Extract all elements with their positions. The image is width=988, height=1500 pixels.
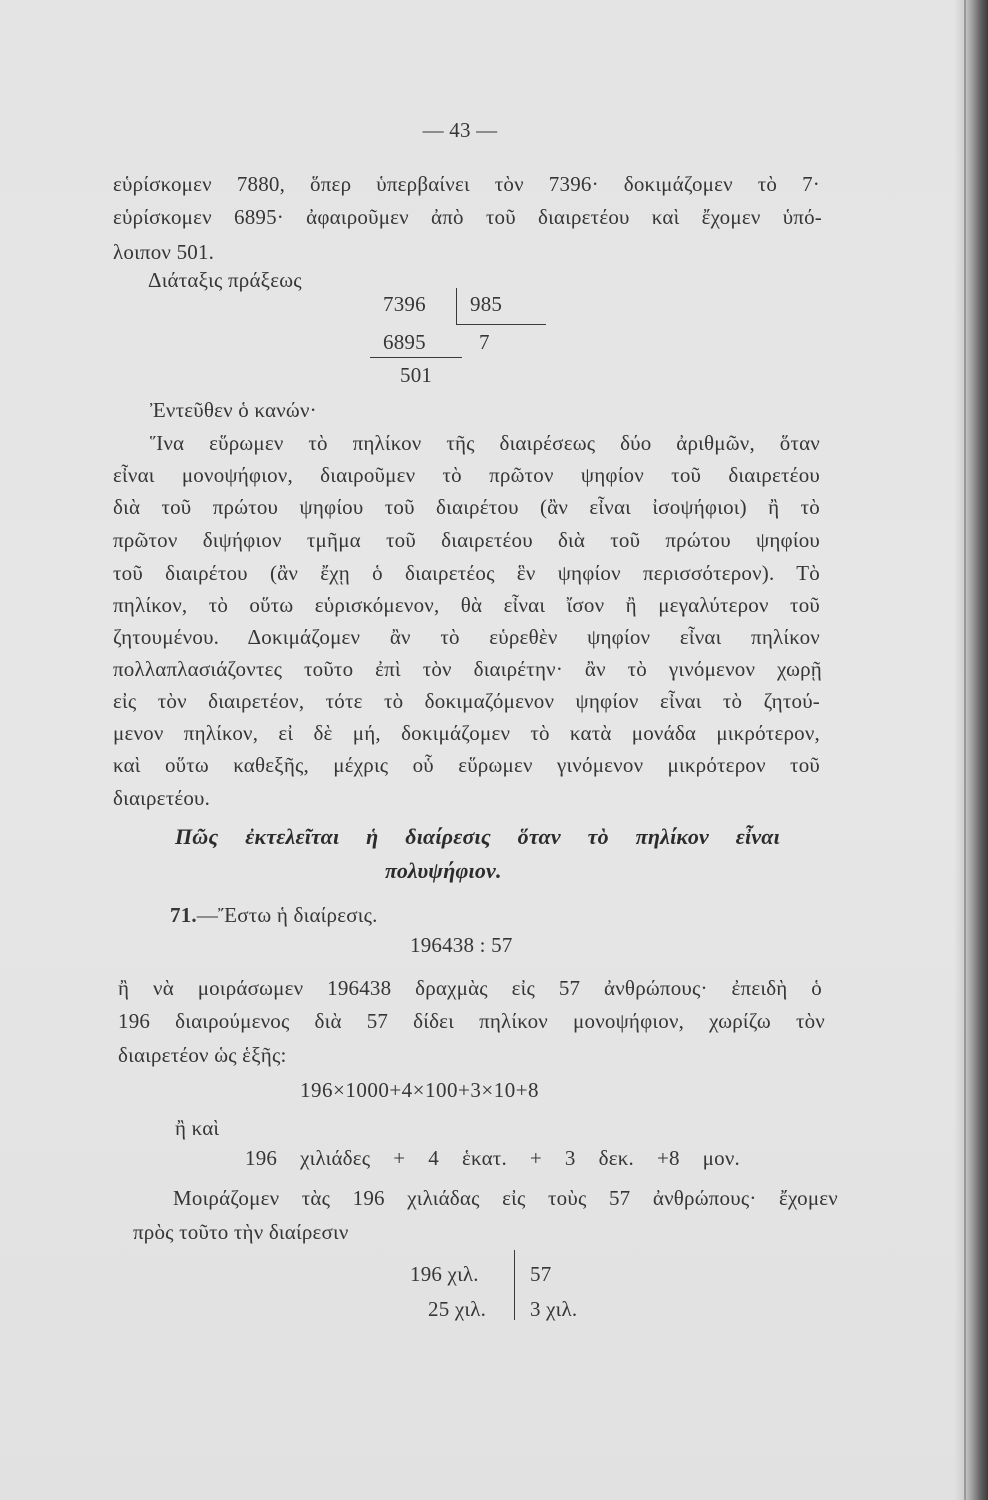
- scan-page-edge: [954, 0, 988, 1500]
- rule-line: τοῦ διαιρέτου (ἂν ἔχῃ ὁ διαιρετέος ἓν ψηφίον περισσότερον). Τὸ: [113, 561, 820, 585]
- rule-line: μενον πηλίκον, εἰ δὲ μή, δοκιμάζομεν τὸ κατὰ μονάδα μικρότερον,: [113, 721, 820, 745]
- example-line: ἢ νὰ μοιράσωμεν 196438 δραχμὰς εἰς 57 ἀνθρώπους· ἐπειδὴ ὁ: [118, 976, 822, 1000]
- division1-divisor: 985: [470, 292, 503, 316]
- division1-quotient-rule: [456, 324, 546, 325]
- arrangement-label: Διάταξις πράξεως: [148, 268, 302, 292]
- rule-line: διὰ τοῦ πρώτου ψηφίου τοῦ διαιρέτου (ἂν εἶναι ἰσοψήφιοι) ἢ τὸ: [113, 495, 820, 519]
- or-label: ἢ καὶ: [175, 1116, 220, 1140]
- division2-vertical-rule: [514, 1250, 515, 1320]
- example-line: 196 διαιρούμενος διὰ 57 δίδει πηλίκον μονοψήφιον, χωρίζω τὸν: [118, 1009, 825, 1033]
- decomposition-expression: 196×1000+4×100+3×10+8: [300, 1078, 540, 1102]
- rule-line: ζητουμένου. Δοκιμάζομεν ἂν τὸ εὑρεθὲν ψηφίον εἶναι πηλίκον: [113, 625, 820, 649]
- division1-product: 6895: [383, 330, 426, 354]
- rule-heading: Ἐντεῦθεν ὁ κανών·: [150, 398, 317, 422]
- rule-line: Ἵνα εὕρωμεν τὸ πηλίκον τῆς διαιρέσεως δύο ἀριθμῶν, ὅταν: [150, 431, 820, 455]
- division2-divisor: 57: [530, 1262, 552, 1286]
- division2-dividend: 196 χιλ.: [410, 1262, 479, 1286]
- section-heading: Πῶς ἐκτελεῖται ἡ διαίρεσις ὅταν τὸ πηλίκον εἶναι: [175, 824, 780, 849]
- rule-line: εἶναι μονοψήφιον, διαιροῦμεν τὸ πρῶτον ψηφίον τοῦ διαιρετέου: [113, 463, 820, 487]
- division2-remainder: 25 χιλ.: [428, 1297, 487, 1321]
- rule-line: πρῶτον διψήφιον τμῆμα τοῦ διαιρετέου διὰ τοῦ πρώτου ψηφίου: [113, 528, 820, 552]
- distribute-line: πρὸς τοῦτο τὴν διαίρεσιν: [133, 1220, 349, 1244]
- example-line: διαιρετέον ὡς ἑξῆς:: [118, 1043, 287, 1067]
- example-number: 71.: [170, 903, 197, 927]
- example-expression: 196438 : 57: [410, 933, 513, 957]
- distribute-line: Μοιράζομεν τὰς 196 χιλιάδας εἰς τοὺς 57 ἀνθρώπους· ἔχομεν: [173, 1186, 838, 1210]
- example-intro-text: —Ἔστω ἡ διαίρεσις.: [196, 903, 378, 927]
- division1-subtraction-rule: [370, 357, 462, 358]
- division1-dividend: 7396: [383, 292, 426, 316]
- rule-line: εἰς τὸν διαιρετέον, τότε τὸ δοκιμαζόμενον ψηφίον εἶναι τὸ ζητού-: [113, 689, 820, 713]
- decomposition-words: 196 χιλιάδες + 4 ἑκατ. + 3 δεκ. +8 μον.: [245, 1146, 740, 1170]
- section-heading: πολυψήφιον.: [385, 858, 502, 883]
- rule-line: καὶ οὕτω καθεξῆς, μέχρις οὗ εὕρωμεν γινόμενον μικρότερον τοῦ: [113, 753, 820, 777]
- example-intro: [170, 903, 378, 927]
- intro-line: εὑρίσκομεν 7880, ὅπερ ὑπερβαίνει τὸν 7396· δοκιμάζομεν τὸ 7·: [113, 172, 820, 196]
- intro-line: εὑρίσκομεν 6895· ἀφαιροῦμεν ἀπὸ τοῦ διαιρετέου καὶ ἔχομεν ὑπό-: [113, 205, 822, 229]
- division2-quotient: 3 χιλ.: [530, 1297, 578, 1321]
- intro-line: λοιπον 501.: [113, 240, 215, 264]
- scan-edge-line: [964, 0, 966, 1500]
- rule-line: διαιρετέου.: [113, 786, 211, 810]
- rule-line: πηλίκον, τὸ οὕτω εὑρισκόμενον, θὰ εἶναι ἴσον ἢ μεγαλύτερον τοῦ: [113, 593, 820, 617]
- rule-line: πολλαπλασιάζοντες τοῦτο ἐπὶ τὸν διαιρέτην· ἂν τὸ γινόμενον χωρῇ: [113, 657, 822, 681]
- division1-vertical-rule: [456, 288, 457, 325]
- division1-quotient: 7: [479, 330, 490, 354]
- page-number: — 43 —: [422, 118, 498, 142]
- division1-remainder: 501: [400, 363, 433, 387]
